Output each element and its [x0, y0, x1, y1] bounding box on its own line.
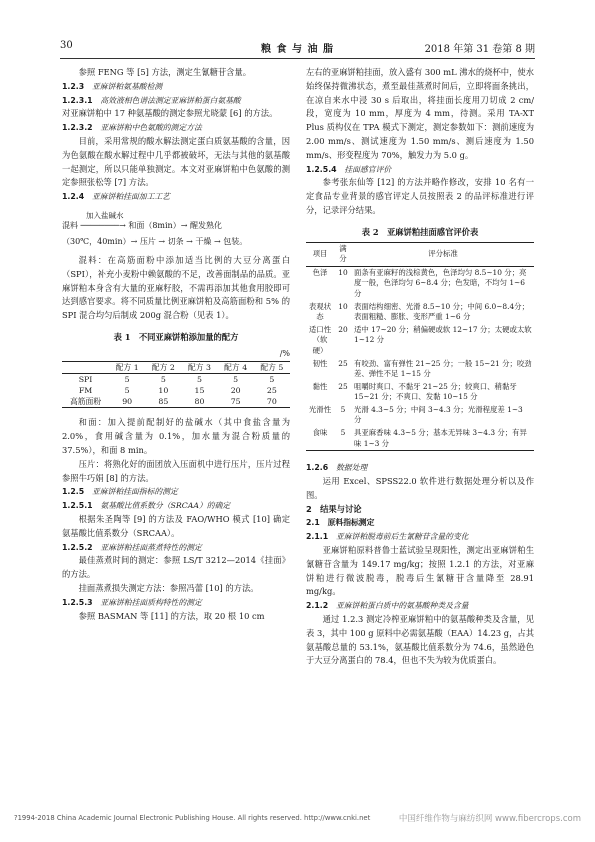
page-number: 30: [60, 40, 73, 51]
section-heading: 1.2.5.3 亚麻饼粕挂面质构特性的测定: [62, 597, 202, 607]
section-heading: 2.1.2 亚麻饼粕蛋白质中的氨基酸种类及含量: [306, 601, 469, 611]
table-cell: 5: [340, 428, 346, 438]
watermark: 中国纤维作物与麻纺织网 www.fibercrops.com: [398, 814, 581, 824]
paragraph: 根据朱圣陶等 [9] 的方法及 FAO/WHO 模式 [10] 确定氨基酸比值系数分（SRCAA）。: [62, 513, 290, 538]
table-cell: 高筋面粉: [69, 397, 102, 407]
section-heading: 1.2.5.1 氨基酸比值系数分（SRCAA）的确定: [62, 501, 231, 511]
table-cell: 黏性: [312, 381, 328, 391]
paragraph: 通过 1.2.3 测定冷榨亚麻饼粕中的氨基酸种类及含量，见表 3，其中 100 g 原料中必需氨基酸（EAA）14.23 g，占其氨基酸总量的 53.1%，氨基酸比值系数分为 74.6，虽然逊色于大豆分离蛋白的 78.4，但也不失为较为优质蛋白。: [306, 614, 534, 666]
table-header-cell: 配方 5: [254, 361, 290, 373]
table-cell: 食味: [312, 428, 328, 438]
table-cell: 5: [197, 374, 202, 384]
table-row: [306, 266, 534, 300]
section-heading: 1.2.6 数据处理: [306, 463, 368, 473]
table-row: [62, 373, 290, 385]
table-cell: 表观状态: [308, 301, 332, 322]
table-caption: 表 1 不同亚麻饼粕添加量的配方: [113, 331, 239, 342]
issue-info: 2018 年第 31 卷第 8 期: [424, 44, 535, 55]
table-cell: 有咬劲、富有弹性 21~25 分；一般 15~21 分；咬劲差、弹性不足 1~15 分: [354, 358, 532, 379]
table-cell: 咀嚼时爽口、不黏牙 21~25 分；较爽口、稍黏牙 15~21 分；不爽口、发黏 10~15 分: [354, 381, 517, 402]
page-footer: [14, 814, 581, 822]
section-heading: 1.2.5.4 挂面感官评价: [306, 164, 392, 174]
section-heading: 1.2.3.2 亚麻饼粕中色氨酸的测定方法: [62, 123, 202, 133]
section-heading: 2.1 原料指标测定: [306, 518, 375, 528]
table-cell: 适中 17~20 分；稍偏硬或软 12~17 分；太硬或太软 1~12 分: [354, 324, 532, 345]
table-header-cell: 满分: [334, 242, 352, 266]
table-cell: 5: [340, 404, 346, 414]
table-cell: 5: [160, 374, 166, 384]
paragraph: 参照 FENG 等 [5] 方法，测定生氰糖苷含量。: [78, 67, 252, 77]
table-header-cell: 配方 1: [109, 361, 145, 373]
table-row: [306, 358, 534, 381]
table-cell: 70: [266, 397, 277, 407]
section-heading: 1.2.3 亚麻饼粕氨基酸检测: [62, 81, 163, 91]
paragraph: 左右的亚麻饼粕挂面，放入盛有 300 mL 沸水的烧杯中，使水始终保持微沸状态，煮至最佳蒸煮时间后，立即将面条挑出，在凉自来水中浸 30 s 后取出，将挂面长度用刀切成 2 cm/ 段，宽度为 10 mm，厚度为 4 mm，待测。采用 TA-XT Plus 质构仪在 TPA 模式下测定，测定参数如下：测前速度为 2.00 mm/s、测试速度为 1.50 mm/s、测后速度为 1.50 mm/s、形变程度为 70%，触发力为 5.0 g。: [306, 67, 534, 160]
table-cell: 75: [230, 397, 241, 407]
table-row: [306, 324, 534, 358]
section-heading: 2.1.1 亚麻饼粕脱毒前后生氰糖苷含量的变化: [306, 532, 469, 542]
section-heading: 1.2.3.1 高效液相色谱法测定亚麻饼粕蛋白氨基酸: [62, 95, 241, 105]
table-row: [306, 381, 534, 404]
sensory-table: [306, 242, 534, 452]
table-header-cell: 配方 4: [218, 361, 254, 373]
table-cell: 5: [269, 374, 275, 384]
table-header-cell: 项目: [306, 242, 334, 266]
table-cell: 10: [158, 385, 169, 395]
table-row: [62, 396, 290, 408]
flow-note: 加入盐碱水: [86, 210, 124, 220]
table-cell: 光滑 4.3~5 分；中间 3~4.3 分；光滑程度差 1~3 分: [354, 404, 523, 425]
table-row: [306, 301, 534, 324]
paragraph: 参考张东仙等 [12] 的方法并略作修改，安排 10 名有一定食品专业背景的感官评定人员按照表 2 的品评标准进行评分，记录评分结果。: [306, 177, 534, 215]
table-cell: 80: [194, 397, 205, 407]
table-unit: /%: [279, 348, 290, 358]
section-heading: 1.2.5 亚麻饼粕挂面指标的测定: [62, 487, 178, 497]
page-header: [60, 40, 535, 56]
table-header-cell: [62, 361, 109, 373]
paragraph: 最佳蒸煮时间的测定：参照 LS/T 3212—2014《挂面》的方法。: [62, 555, 290, 580]
table-cell: 85: [158, 397, 169, 407]
paragraph: 对亚麻饼粕中 17 种氨基酸的测定参照尤晓蒙 [6] 的方法。: [62, 108, 278, 119]
paragraph: 压片：将熟化好的面团放入压面机中进行压片，压片过程参照牛巧娟 [8] 的方法。: [62, 458, 290, 483]
paragraph: 亚麻饼粕原料普鲁士蓝试验呈现阳性，测定出亚麻饼粕生氰糖苷含量为 149.17 mg/kg；按照 1.2.1 的方法，对亚麻饼粕进行微波脱毒，脱毒后生氰糖苷含量降至 28.91 mg/kg。: [306, 545, 534, 597]
table-cell: 25: [338, 358, 348, 368]
table-cell: 5: [233, 374, 239, 384]
table-cell: 具亚麻香味 4.3~5 分；基本无异味 3~4.3 分；有异味 1~3 分: [354, 428, 527, 448]
table-cell: 20: [230, 385, 241, 395]
table-cell: 15: [194, 385, 205, 395]
table-row: [306, 427, 534, 451]
process-flow: [62, 210, 290, 248]
table-header-cell: 配方 3: [181, 361, 217, 373]
table-cell: 韧性: [312, 358, 328, 368]
table-header-cell: 评分标准: [352, 242, 534, 266]
right-column: [306, 66, 534, 668]
table-cell: 5: [124, 385, 130, 395]
table-cell: SPI: [78, 374, 93, 384]
table-cell: 色泽: [312, 267, 328, 277]
table-cell: 25: [266, 385, 277, 395]
paragraph: 和面：加入提前配制好的盐碱水（其中食盐含量为 2.0%，食用碱含量为 0.1%，加水量为混合粉质量的 37.5%），和面 8 min。: [62, 417, 290, 455]
table-cell: 20: [338, 324, 348, 334]
table-caption: 表 2 亚麻饼粕挂面感官评价表: [361, 226, 479, 237]
header-rule: [60, 58, 535, 59]
table-cell: 表面结构细密、光滑 8.5~10 分；中间 6.0~8.4分；表面粗糙、膨胀、变形严重 1~6 分: [354, 301, 529, 322]
table-cell: 5: [124, 374, 130, 384]
copyright-line: ?1994-2018 China Academic Journal Electronic Publishing House. All rights reserved. http://www.cnki.net: [14, 814, 371, 822]
table-cell: 25: [338, 381, 348, 391]
section-heading: 1.2.5.2 亚麻饼粕挂面蒸煮特性的测定: [62, 542, 202, 552]
paragraph: 挂面蒸煮损失测定方法：参照冯蕾 [10] 的方法。: [78, 582, 259, 593]
table-row: [62, 385, 290, 396]
section-heading: 2 结果与讨论: [306, 503, 362, 514]
left-column: [62, 66, 290, 623]
journal-title: 粮 食 与 油 脂: [261, 44, 334, 55]
table-row: [306, 404, 534, 427]
table-cell: 10: [338, 267, 348, 277]
paragraph: 目前，采用常规的酸水解法测定蛋白质氨基酸的含量，因为色氨酸在酸水解过程中几乎都被破坏，无法与其他的氨基酸一起测定，所以只能单独测定。本文对亚麻饼粕中色氨酸的测定参照张松等 [7] 方法。: [62, 135, 290, 188]
table-cell: 面条有亚麻籽的浅棕黄色，色泽均匀 8.5~10 分；亮度一般，色泽均匀 6~8.4 分；色发暗，不均匀 1~6 分: [354, 267, 527, 298]
paragraph: 参照 BASMAN 等 [11] 的方法，取 20 根 10 cm: [78, 610, 265, 621]
table-cell: 适口性（软硬）: [308, 324, 332, 355]
table-cell: 90: [122, 397, 133, 407]
paragraph: 混料：在高筋面粉中添加适当比例的大豆分离蛋白（SPI），补充小麦粉中赖氨酸的不足，改善面制品的品质。亚麻饼粕本身含有大量的亚麻籽胶，不需再添加其他食用胶即可达到感官要求。将不同质量比例亚麻饼粕及高筋面粉和 5% 的 SPI 混合均匀后制成 200g 混合粉（见表 1）。: [62, 254, 290, 321]
section-heading: 1.2.4 亚麻饼粕挂面加工工艺: [62, 192, 170, 202]
flow-row-1: 混料 ────────→ 和面（8min）→ 醒发熟化: [62, 220, 222, 230]
table-cell: FM: [78, 385, 93, 395]
formula-table: [62, 361, 290, 409]
table-header-cell: 配方 2: [145, 361, 181, 373]
paragraph: 运用 Excel、SPSS22.0 软件进行数据处理分析以及作图。: [306, 476, 534, 500]
flow-row-2: （30℃，40min）→ 压片 → 切条 → 干燥 → 包装。: [62, 236, 248, 246]
table-cell: 光滑性: [308, 404, 332, 414]
table-cell: 10: [338, 301, 348, 311]
